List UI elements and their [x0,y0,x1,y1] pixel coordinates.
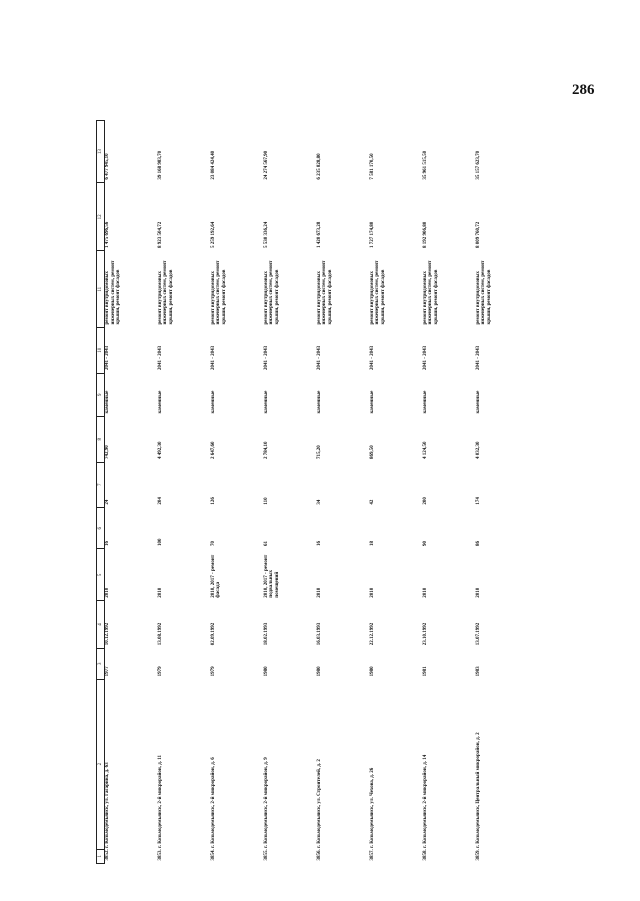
row-area: 4 492,30 [157,441,163,460]
row-year: 1979 [210,666,216,677]
row-material: каменные [210,390,216,414]
row-col6: 86 [475,540,481,546]
row-area: 869,50 [369,445,375,460]
row-address-cell [476,679,529,863]
header-cell: 2 [97,679,105,849]
row-year: 1981 [422,666,428,677]
row-period: 2041 - 2043 [369,345,375,371]
row-material: каменные [316,390,322,414]
row-year: 1980 [263,666,269,677]
row-date: 22.12.1992 [369,622,375,646]
table-row [158,121,211,864]
row-year: 1983 [475,666,481,677]
table-row [423,121,476,864]
row-date: 16.03.1993 [316,622,322,646]
row-total: 35 961 515,50 [422,150,428,180]
row-col7: 204 [157,497,163,505]
row-area: 4 032,30 [475,441,481,460]
row-reconstruction: 2010 [316,587,322,598]
row-period: 2041 - 2043 [105,345,110,371]
row-reconstruction: 2010, 2017 - ремонт фасада [210,554,222,598]
row-reconstruction: 2010 [475,587,481,598]
header-cell: 9 [97,373,105,416]
row-address-cell [105,679,158,863]
table-header-row [97,121,105,864]
rotated-table-container [96,120,500,864]
header-cell: 4 [97,601,105,649]
header-cell: 13 [97,121,105,183]
row-address: г. Козьмодемьянск, 2-й микрорайон, д. 9 [263,757,269,848]
row-reconstruction: 2010 [369,587,375,598]
row-date: 13.07.1992 [475,622,481,646]
row-material: каменные [157,390,163,414]
row-date: 10.12.1992 [105,622,110,646]
row-number: 3853. [157,849,163,861]
row-cost: 5 259 192,64 [210,221,216,248]
row-address-cell [158,679,211,863]
row-col7: 126 [210,497,216,505]
table-row [370,121,423,864]
row-address-cell [370,679,423,863]
row-year: 1979 [157,666,163,677]
housing-repair-table [96,120,529,864]
row-number: 3854. [210,849,216,861]
header-cell: 11 [97,251,105,328]
row-works: ремонт внутридомовых инженерных систем, ремонт крыши, ремонт фасадов [422,260,439,325]
row-area: 715,20 [316,445,322,460]
row-col7: 200 [422,497,428,505]
row-period: 2041 - 2043 [157,345,163,371]
row-number: 3856. [316,849,322,861]
row-period: 2041 - 2043 [210,345,216,371]
row-reconstruction: 2010 [422,587,428,598]
page-number: 286 [572,82,595,98]
row-total: 6 477 945,10 [105,153,110,180]
row-period: 2041 - 2043 [316,345,322,371]
row-number: 3852. [105,849,110,861]
row-period: 2041 - 2043 [263,345,269,371]
row-total: 35 157 623,70 [475,150,481,180]
row-address: г. Козьмодемьянск, 2-й микрорайон, д. 14 [422,754,428,848]
header-cell: 6 [97,508,105,549]
row-reconstruction: 2010, 2017 - ремонт подвальных помещений [263,554,280,598]
row-material: каменные [475,390,481,414]
row-number: 3857. [369,849,375,861]
row-cost: 1 727 174,80 [369,221,375,248]
row-date: 02.09.1992 [210,622,216,646]
table-row [105,121,158,864]
row-area: 2 784,10 [263,441,269,460]
row-material: каменные [105,390,110,414]
row-address-cell [211,679,264,863]
row-number: 3858. [422,849,428,861]
table-row [476,121,529,864]
row-address: г. Козьмодемьянск, ул. Строителей, д. 2 [316,759,322,848]
row-cost: 8 923 504,72 [157,221,163,248]
header-cell: 7 [97,462,105,508]
row-number: 3859. [475,849,481,861]
row-col6: 16 [316,540,322,546]
row-area: 2 647,60 [210,441,216,460]
row-col6: 90 [422,540,428,546]
row-col7: 24 [105,499,110,505]
row-works: ремонт внутридомовых инженерных систем, ремонт крыши, ремонт фасадов [105,260,122,325]
row-works: ремонт внутридомовых инженерных систем, ремонт крыши, ремонт фасадов [157,260,174,325]
row-address: г. Козьмодемьянск, ул. Гагарина, д. 63 [105,762,110,848]
header-cell: 12 [97,183,105,251]
row-cost: 1 420 673,28 [316,221,322,248]
row-date: 13.08.1992 [157,622,163,646]
row-col7: 174 [475,497,481,505]
row-address-cell [317,679,370,863]
table-row [264,121,317,864]
row-total: 24 274 567,90 [263,150,269,180]
row-date: 23.10.1992 [422,622,428,646]
row-col6: 100 [157,538,163,546]
row-col6: 16 [105,540,110,546]
row-works: ремонт внутридомовых инженерных систем, ремонт крыши, ремонт фасадов [263,260,280,325]
row-col7: 42 [369,499,375,505]
row-total: 23 084 424,40 [210,150,216,180]
row-col6: 61 [263,540,269,546]
row-area: 4 124,50 [422,441,428,460]
row-address-cell [423,679,476,863]
row-col6: 70 [210,540,216,546]
row-col7: 34 [316,499,322,505]
row-col6: 18 [369,540,375,546]
table-row [317,121,370,864]
row-year: 1980 [369,666,375,677]
row-number: 3855. [263,849,269,861]
row-material: каменные [369,390,375,414]
row-works: ремонт внутридомовых инженерных систем, ремонт крыши, ремонт фасадов [369,260,386,325]
row-works: ремонт внутридомовых инженерных систем, ремонт крыши, ремонт фасадов [210,260,227,325]
row-address: г. Козьмодемьянск, ул. Чехова, д. 26 [369,767,375,848]
row-reconstruction: 2010 [105,587,110,598]
header-cell: 5 [97,549,105,601]
row-date: 18.02.1993 [263,622,269,646]
row-works: ремонт внутридомовых инженерных систем, ремонт крыши, ремонт фасадов [475,260,492,325]
row-cost: 8 192 906,80 [422,221,428,248]
row-year: 1977 [105,666,110,677]
row-year: 1980 [316,666,322,677]
row-works: ремонт внутридомовых инженерных систем, ремонт крыши, ремонт фасадов [316,260,333,325]
row-col7: 110 [263,497,269,505]
row-address: г. Козьмодемьянск, 2-й микрорайон, д. 6 [210,757,216,848]
row-total: 6 235 828,80 [316,153,322,180]
header-cell: 3 [97,648,105,679]
row-total: 39 168 983,70 [157,150,163,180]
row-total: 7 581 170,50 [369,153,375,180]
row-address-cell [264,679,317,863]
row-area: 742,90 [105,445,110,460]
row-period: 2041 - 2043 [422,345,428,371]
header-cell: 1 [97,849,105,863]
row-cost: 1 475 696,56 [105,221,110,248]
row-period: 2041 - 2043 [475,345,481,371]
row-material: каменные [263,390,269,414]
row-address: г. Козьмодемьянск, 2-й микрорайон, д. 11 [157,755,163,848]
header-cell: 10 [97,328,105,374]
header-cell: 8 [97,417,105,463]
row-reconstruction: 2010 [157,587,163,598]
row-address: г. Козьмодемьянск, Центральный микрорайон, д. 2 [475,732,481,848]
table-row [211,121,264,864]
row-material: каменные [422,390,428,414]
row-cost: 8 009 760,72 [475,221,481,248]
row-cost: 5 530 336,24 [263,221,269,248]
